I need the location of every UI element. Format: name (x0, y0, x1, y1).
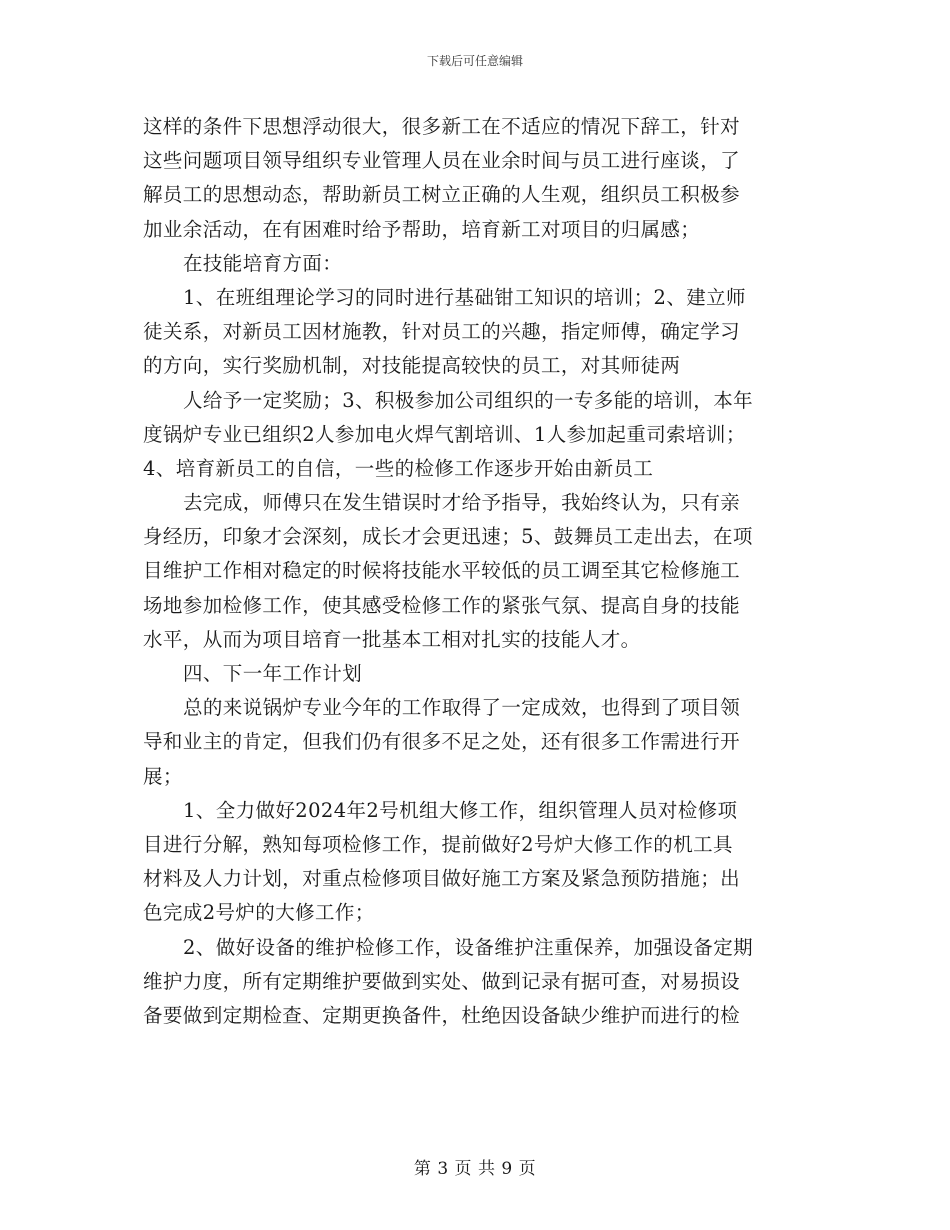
text-line: 目维护工作相对稳定的时候将技能水平较低的员工调至其它检修施工 (143, 559, 741, 583)
text-line: 2、做好设备的维护检修工作，设备维护注重保养，加强设备定期 (183, 935, 754, 959)
text-line: 水平，从而为项目培育一批基本工相对扎实的技能人才。 (143, 627, 641, 651)
text-line: 度锅炉专业已组织2人参加电火焊气割培训、1人参加起重司索培训； (143, 422, 746, 446)
text-line: 四、下一年工作计划 (183, 662, 363, 685)
text-line: 维护力度，所有定期维护要做到实处、做到记录有据可查，对易损设 (143, 969, 741, 993)
text-line: 场地参加检修工作，使其感受检修工作的紧张气氛、提高自身的技能 (143, 593, 741, 617)
text-line: 这样的条件下思想浮动很大，很多新工在不适应的情况下辞工，针对 (143, 115, 741, 138)
text-line: 目进行分解，熟知每项检修工作，提前做好2号炉大修工作的机工具 (143, 832, 733, 856)
text-line: 这些问题项目领导组织专业管理人员在业余时间与员工进行座谈，了 (143, 149, 741, 173)
text-line: 4、培育新员工的自信，一些的检修工作逐步开始由新员工 (143, 456, 654, 480)
page-footer: 第 3 页 共 9 页 (413, 1159, 537, 1179)
text-line: 解员工的思想动态，帮助新员工树立正确的人生观，组织员工积极参 (143, 183, 741, 207)
text-line: 总的来说锅炉专业今年的工作取得了一定成效，也得到了项目领 (183, 696, 741, 720)
text-line: 去完成，师傅只在发生错误时才给予指导，我始终认为，只有亲 (183, 491, 741, 515)
text-line: 在技能培育方面： (183, 251, 343, 275)
text-line: 的方向，实行奖励机制，对技能提高较快的员工，对其师徒两 (143, 354, 681, 378)
text-line: 1、在班组理论学习的同时进行基础钳工知识的培训；2、建立师 (183, 285, 746, 309)
text-line: 1、全力做好2024年2号机组大修工作，组织管理人员对检修项 (183, 798, 738, 822)
text-line: 备要做到定期检查、定期更换备件，杜绝因设备缺少维护而进行的检 (143, 1003, 741, 1027)
page-header: 下载后可任意编辑 (426, 54, 523, 68)
text-line: 人给予一定奖励；3、积极参加公司组织的一专多能的培训，本年 (183, 388, 754, 412)
text-line: 展； (143, 764, 183, 788)
text-line: 徒关系，对新员工因材施教，针对员工的兴趣，指定师傅，确定学习 (143, 320, 741, 344)
text-line: 材料及人力计划，对重点检修项目做好施工方案及紧急预防措施；出 (143, 867, 741, 891)
text-line: 导和业主的肯定，但我们仍有很多不足之处，还有很多工作需进行开 (143, 730, 741, 754)
text-line: 身经历，印象才会深刻，成长才会更迅速；5、鼓舞员工走出去，在项 (143, 525, 753, 549)
text-line: 加业余活动，在有困难时给予帮助，培育新工对项目的归属感； (143, 217, 701, 241)
body-text (143, 110, 807, 1033)
text-line: 色完成2号炉的大修工作； (143, 901, 375, 925)
